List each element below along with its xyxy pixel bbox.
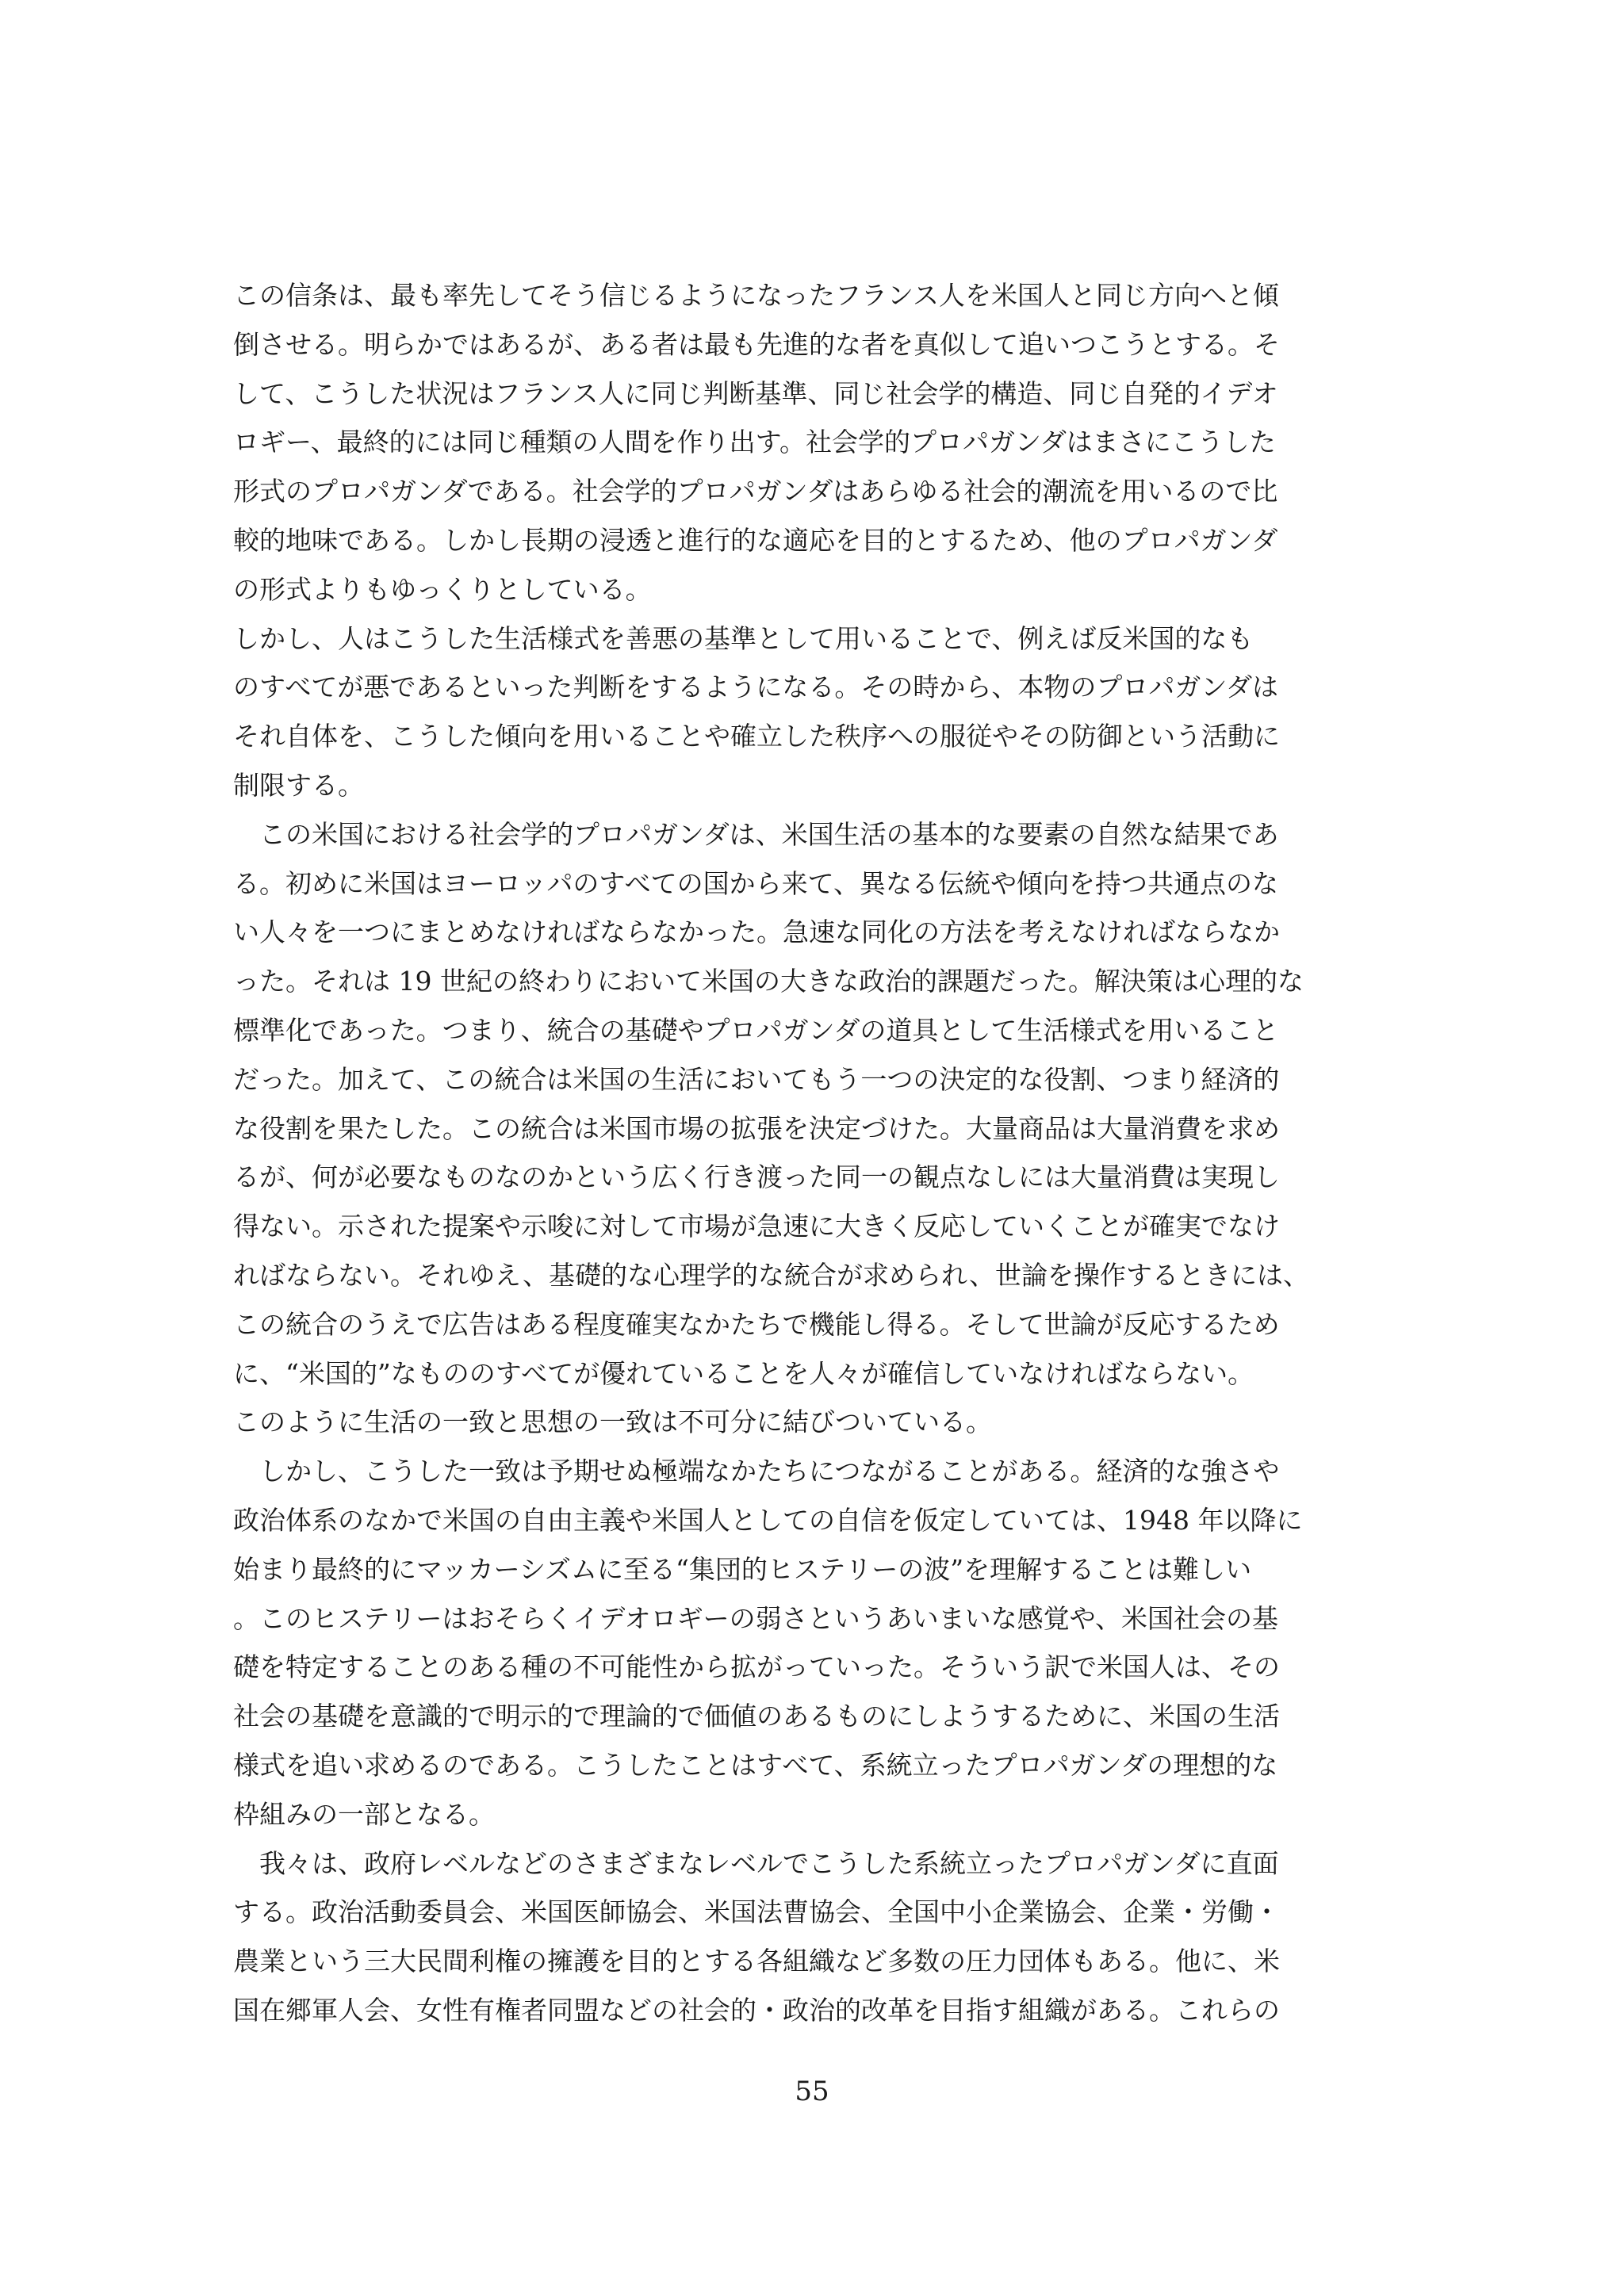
text-line: のすべてが悪であるといった判断をするようになる。その時から、本物のプロパガンダは (233, 672, 1279, 703)
text-line: 農業という三大民間利権の擁護を目的とする各組織など多数の圧力団体もある。他に、米 (233, 1946, 1280, 1977)
text-line: ればならない。それゆえ、基礎的な心理学的な統合が求められ、世論を操作するときには、 (233, 1259, 1309, 1291)
text-line: それ自体を、こうした傾向を用いることや確立した秩序への服従やその防御という活動に (233, 721, 1280, 752)
text-line: しかし、人はこうした生活様式を善悪の基準として用いることで、例えば反米国的なも (233, 622, 1254, 654)
text-line: 政治体系のなかで米国の自由主義や米国人としての自信を仮定していては、1948 年以降に (233, 1504, 1303, 1536)
text-line: この信条は、最も率先してそう信じるようになったフランス人を米国人と同じ方向へと傾 (233, 280, 1280, 311)
text-line: 較的地味である。しかし長期の浸透と進行的な適応を目的とするため、他のプロパガンダ (233, 524, 1278, 556)
text-line: 始まり最終的にマッカーシズムに至る“集団的ヒステリーの波”を理解することは難しい (233, 1553, 1252, 1585)
text-line: 標準化であった。つまり、統合の基礎やプロパガンダの道具として生活様式を用いること (233, 1014, 1279, 1046)
text-line: る。初めに米国はヨーロッパのすべての国から来て、異なる伝統や傾向を持つ共通点のな (233, 867, 1279, 899)
text-line: しかし、こうした一致は予期せぬ極端なかたちにつながることがある。経済的な強さや (233, 1456, 1280, 1487)
text-line: 社会の基礎を意識的で明示的で理論的で価値のあるものにしようするために、米国の生活 (233, 1701, 1280, 1732)
page-number: 55 (795, 2076, 829, 2107)
body-text (233, 271, 1415, 2035)
text-line: 。このヒステリーはおそらくイデオロギーの弱さというあいまいな感覚や、米国社会の基 (233, 1602, 1279, 1634)
text-line: 倒させる。明らかではあるが、ある者は最も先進的な者を真似して追いつこうとする。そ (233, 328, 1280, 360)
text-line: った。それは 19 世紀の終わりにおいて米国の大きな政治的課題だった。解決策は心理的な (233, 966, 1304, 997)
text-line: 得ない。示された提案や示唆に対して市場が急速に大きく反応していくことが確実でなけ (233, 1211, 1280, 1242)
text-line: 枠組みの一部となる。 (233, 1798, 495, 1830)
text-line: ロギー、最終的には同じ種類の人間を作り出す。社会学的プロパガンダはまさにこうした (233, 427, 1276, 458)
text-line: 形式のプロパガンダである。社会学的プロパガンダはあらゆる社会的潮流を用いるので比 (233, 476, 1278, 507)
text-line: このように生活の一致と思想の一致は不可分に結びついている。 (233, 1406, 992, 1438)
text-line: 我々は、政府レベルなどのさまざまなレベルでこうした系統立ったプロパガンダに直面 (233, 1847, 1279, 1879)
text-line: に、“米国的”なもののすべてが優れていることを人々が確信していなければならない。 (233, 1357, 1254, 1389)
text-line: 様式を追い求めるのである。こうしたことはすべて、系統立ったプロパガンダの理想的な (233, 1749, 1278, 1781)
text-line: この統合のうえで広告はある程度確実なかたちで機能し得る。そして世論が反応するため (233, 1308, 1280, 1340)
text-line: い人々を一つにまとめなければならなかった。急速な同化の方法を考えなければならなか (233, 916, 1280, 948)
text-line: な役割を果たした。この統合は米国市場の拡張を決定づけた。大量商品は大量消費を求め (233, 1112, 1280, 1144)
text-line: だった。加えて、この統合は米国の生活においてもう一つの決定的な役割、つまり経済的 (233, 1063, 1280, 1095)
text-line: の形式よりもゆっくりとしている。 (233, 573, 652, 605)
text-line: るが、何が必要なものなのかという広く行き渡った同一の観点なしには大量消費は実現し (233, 1161, 1280, 1193)
text-line: この米国における社会学的プロパガンダは、米国生活の基本的な要素の自然な結果であ (233, 818, 1279, 850)
text-line: して、こうした状況はフランス人に同じ判断基準、同じ社会学的構造、同じ自発的イデオ (233, 377, 1278, 409)
text-line: 制限する。 (233, 769, 364, 801)
text-line: 礎を特定することのある種の不可能性から拡がっていった。そういう訳で米国人は、その (233, 1651, 1280, 1683)
text-line: する。政治活動委員会、米国医師協会、米国法曹協会、全国中小企業協会、企業・労働・ (233, 1896, 1280, 1928)
text-line: 国在郷軍人会、女性有権者同盟などの社会的・政治的改革を目指す組織がある。これらの (233, 1994, 1280, 2026)
